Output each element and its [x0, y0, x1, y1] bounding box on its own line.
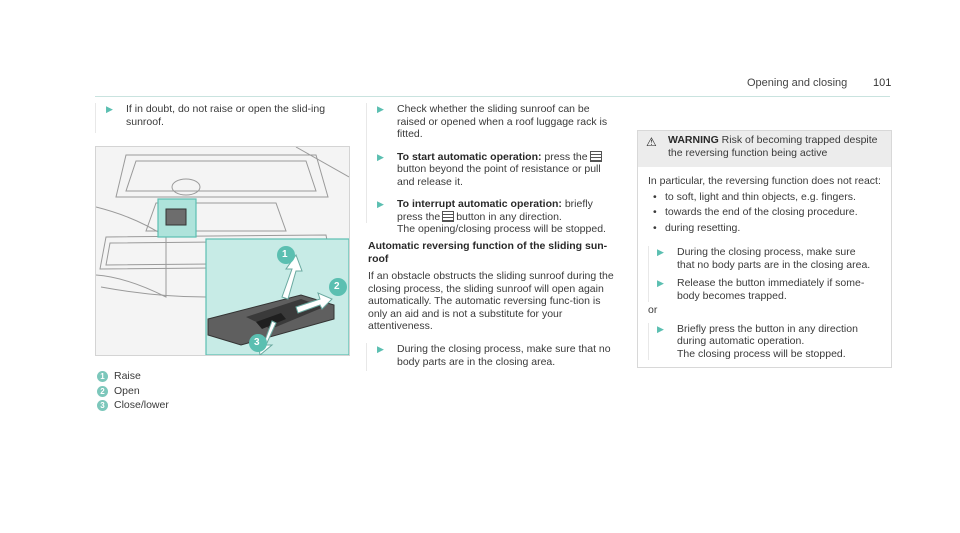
warning-box: [637, 130, 892, 368]
step-text: Release the button immediately if some-body becomes trapped.: [677, 277, 865, 302]
legend-label: Open: [114, 384, 140, 397]
header-rule: [95, 96, 890, 97]
section-paragraph: If an obstacle obstructs the sliding sunroof during the closing process, the sliding sunroof will open again automatically. The automatic reversing func-tion is only an aid and is not a substitute for your attentiveness.: [368, 270, 614, 332]
sunroof-button-icon: [590, 151, 602, 162]
instruction-step: [377, 343, 630, 368]
step-text: If in doubt, do not raise or open the slid-ing sunroof.: [126, 103, 326, 128]
callout-2: 2: [334, 281, 340, 292]
list-item: • during resetting.: [648, 222, 883, 235]
warning-intro: In particular, the reversing function does not react:: [648, 175, 881, 187]
step-arrow-icon: ▶: [377, 199, 384, 209]
or-text: or: [648, 304, 658, 316]
col2-step-final: [366, 343, 630, 371]
step-text: [677, 323, 873, 361]
legend-item: [97, 370, 169, 383]
section-heading: Automatic reversing function of the sliding sun-roof: [368, 240, 608, 265]
step-arrow-icon: ▶: [106, 104, 113, 114]
warning-label: WARNING: [668, 134, 719, 146]
step-post: button in any direction.: [456, 210, 562, 223]
legend-badge: 2: [97, 386, 108, 397]
step-arrow-icon: ▶: [657, 323, 664, 334]
warning-title: Risk of becoming trapped despite the reversing function being active: [668, 134, 878, 159]
col2-steps: [366, 103, 630, 235]
instruction-step: [106, 103, 359, 128]
step-bold: To start automatic operation:: [397, 150, 542, 163]
legend-label: Raise: [114, 370, 141, 382]
instruction-step: [377, 103, 630, 141]
warning-list: [648, 191, 883, 235]
step-text: During the closing process, make sure that no body parts are in the closing area.: [397, 343, 611, 368]
warning-heading: [668, 134, 883, 159]
warning-header: [638, 131, 891, 167]
step-arrow-icon: ▶: [657, 278, 664, 288]
step-post: button beyond the point of resistance or pull and release it.: [397, 163, 601, 188]
step-arrow-icon: ▶: [377, 151, 384, 162]
step-arrow-icon: ▶: [377, 104, 384, 114]
legend-label: Close/lower: [114, 399, 169, 411]
sunroof-switch-illustration: [95, 146, 350, 356]
step-line2: The closing process will be stopped.: [677, 347, 846, 360]
list-item: • towards the end of the closing procedure.: [648, 206, 883, 219]
instruction-step: [657, 323, 883, 361]
sunroof-button-icon: [442, 211, 454, 222]
step-arrow-icon: ▶: [657, 247, 664, 257]
callout-3: 3: [254, 337, 260, 348]
figure-legend: [97, 370, 169, 412]
col1-step-block: [95, 103, 359, 133]
instruction-step: [657, 277, 883, 302]
warning-triangle-icon: ⚠: [646, 135, 657, 149]
list-item: • to soft, light and thin objects, e.g. fingers.: [648, 191, 883, 204]
page-number: 101: [873, 77, 892, 89]
callout-1: 1: [282, 249, 288, 260]
step-bold: To interrupt automatic operation:: [397, 198, 562, 210]
instruction-step: [657, 246, 883, 271]
step-pre: briefly press the: [397, 198, 593, 223]
warning-body: [638, 167, 891, 360]
legend-badge: 1: [97, 371, 108, 382]
step-line2: The opening/closing process will be stopped.: [397, 223, 606, 235]
overhead-console-drawing: [96, 147, 349, 355]
step-pre: press the: [544, 150, 588, 163]
step-text: Check whether the sliding sunroof can be raised or opened when a roof luggage rack is fitted.: [397, 103, 608, 140]
page-header-title: Opening and closing: [747, 77, 848, 89]
legend-item: [97, 385, 169, 398]
step-arrow-icon: ▶: [377, 344, 384, 354]
instruction-step: [377, 151, 630, 189]
step-text: [397, 198, 619, 236]
warning-steps: [648, 246, 883, 302]
instruction-step: [377, 198, 630, 236]
legend-badge: 3: [97, 400, 108, 411]
warning-steps: [648, 323, 883, 361]
step-line1: Briefly press the button in any direction during automatic operation.: [677, 322, 858, 347]
step-text: During the closing process, make sure that no body parts are in the closing area.: [677, 246, 871, 271]
legend-item: [97, 399, 169, 412]
step-text: [397, 151, 619, 189]
